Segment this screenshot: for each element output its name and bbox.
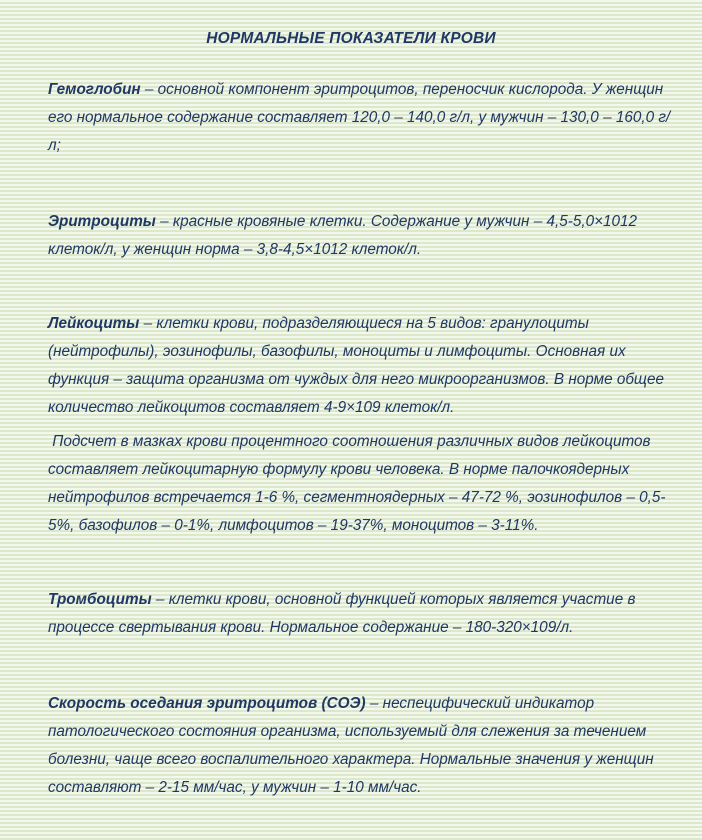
section-term-hemoglobin: Гемоглобин (48, 81, 141, 98)
section-leukocytes (48, 310, 672, 422)
section-term-thrombocytes: Тромбоциты (48, 591, 152, 608)
section-text-erythrocytes: – красные кровяные клетки. Содержание у мужчин – 4,5-5,0×1012 клеток/л, у женщин норма – 3,8-4,5×1012 клеток/л. (48, 213, 642, 258)
section-spacer (48, 642, 672, 690)
section-spacer (48, 264, 672, 310)
section-term-esr: Скорость оседания эритроцитов (СОЭ) (48, 695, 366, 712)
section-term-leukocytes: Лейкоциты (48, 315, 140, 332)
section-leukocyte-formula (48, 428, 672, 540)
section-term-erythrocytes: Эритроциты (48, 213, 156, 230)
section-text-leukocytes: – клетки крови, подразделяющиеся на 5 видов: гранулоциты (нейтрофилы), эозинофилы, базофилы, моноциты и лимфоциты. Основная их функция – защита организма от чуждых для него микроорганизмов. В норме общее количество лейкоцитов составляет 4-9×109 клеток/л. (48, 315, 669, 416)
section-hemoglobin (48, 76, 672, 160)
section-text-thrombocytes: – клетки крови, основной функцией которых является участие в процессе свертывания крови. Нормальное содержание – 180-320×109/л. (48, 591, 640, 636)
page-title: НОРМАЛЬНЫЕ ПОКАЗАТЕЛИ КРОВИ (206, 30, 496, 47)
section-thrombocytes (48, 586, 672, 642)
section-spacer (48, 540, 672, 586)
section-text-hemoglobin: – основной компонент эритроцитов, переносчик кислорода. У женщин его нормальное содержание составляет 120,0 – 140,0 г/л, у мужчин – 130,0 – 160,0 г/л; (48, 81, 671, 154)
sections-container (0, 76, 702, 802)
section-text-esr: – неспецифический индикатор патологического состояния организма, используемый для слежения за течением болезни, чаще всего воспалительного характера. Нормальные значения у женщин составляют – 2-15 мм/час, у мужчин – 1-10 мм/час. (48, 695, 658, 796)
section-text-leukocyte-formula: Подсчет в мазках крови процентного соотношения различных видов лейкоцитов составляет лейкоцитарную формулу крови человека. В норме палочкоядерных нейтрофилов встречается 1-6 %, сегментноядерных – 47-72 %, эозинофилов – 0,5-5%, базофилов – 0-1%, лимфоцитов – 19-37%, моноцитов – 3-11%. (48, 433, 666, 534)
section-esr (48, 690, 672, 802)
section-spacer (48, 160, 672, 208)
section-erythrocytes (48, 208, 672, 264)
title-spacer (0, 48, 702, 76)
